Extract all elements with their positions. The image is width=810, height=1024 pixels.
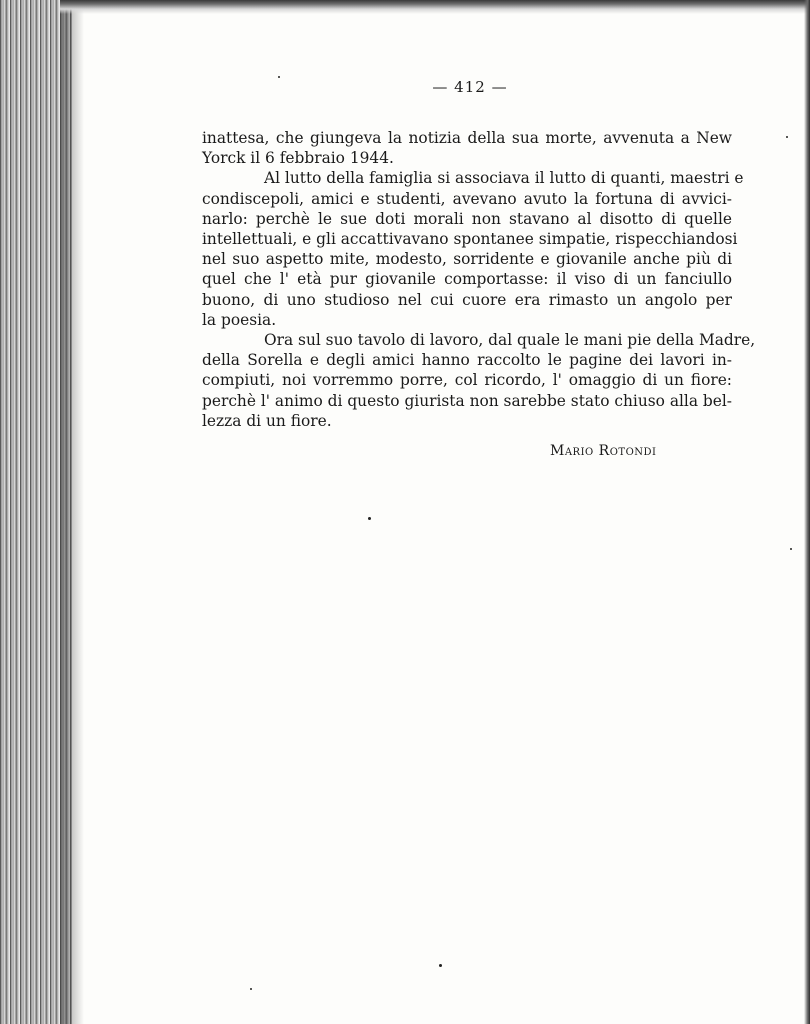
text-line: la poesia. [202,310,277,329]
text-line: nel suo aspetto mite, modesto, sorridente e giovanile anche più di [202,250,732,269]
text-line: compiuti, noi vorremmo porre, col ricordo, l' omaggio di un fiore: [202,371,732,390]
binding-shadow [60,0,84,1024]
text-line: Yorck il 6 febbraio 1944. [202,149,394,168]
text-line: lezza di un fiore. [202,411,332,430]
text-line: della Sorella e degli amici hanno raccolto le pagine dei lavori in- [202,351,732,370]
scan-speck [250,988,252,990]
text-line: intellettuali, e gli accattivavano spontanee simpatie, rispecchiandosi [202,230,738,249]
scan-speck [278,76,280,78]
text-line: quel che l' età pur giovanile comportasse: il viso di un fanciullo [202,270,732,289]
scan-speck [439,964,442,967]
top-scan-edge [60,0,810,14]
text-line: Ora sul suo tavolo di lavoro, dal quale le mani pie della Madre, [264,331,756,350]
text-line: narlo: perchè le sue doti morali non stavano al disotto di quelle [202,209,732,228]
author-signature: Mario Rotondi [550,443,657,459]
right-scan-edge [804,0,810,1024]
scan-speck [790,548,792,550]
text-line: Al lutto della famiglia si associava il lutto di quanti, maestri e [264,169,744,188]
text-line: perchè l' animo di questo giurista non sarebbe stato chiuso alla bel- [202,391,732,410]
text-line: condiscepoli, amici e studenti, avevano avuto la fortuna di avvici- [202,189,732,208]
page-number: — 412 — [432,78,508,96]
text-line: buono, di uno studioso nel cui cuore era rimasto un angolo per [202,290,732,309]
text-line: inattesa, che giungeva la notizia della sua morte, avvenuta a New [202,129,732,147]
scan-speck [368,517,371,520]
body-text [202,128,756,431]
scan-speck [786,136,788,138]
